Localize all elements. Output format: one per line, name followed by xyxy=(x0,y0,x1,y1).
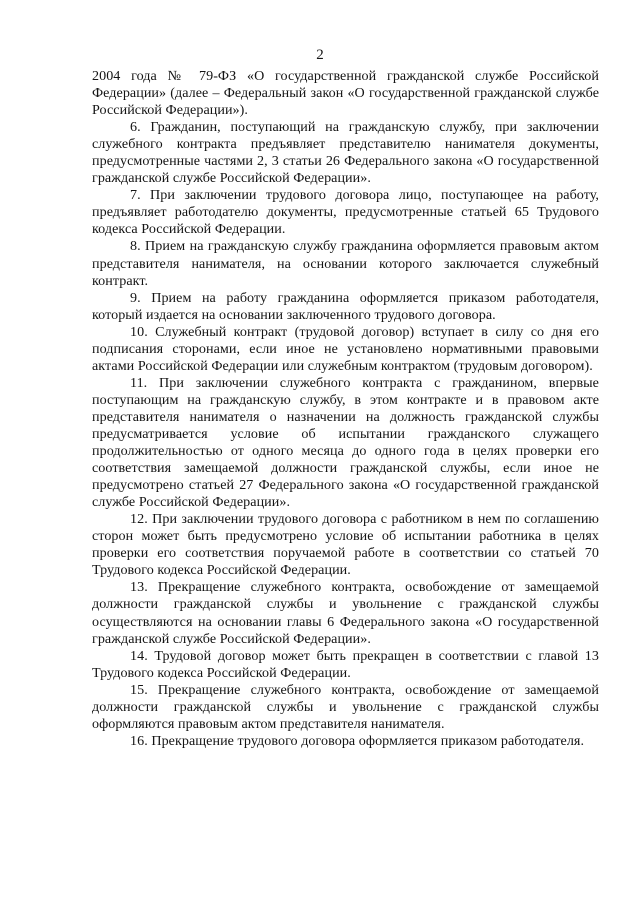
paragraph-16: 16. Прекращение трудового договора оформляется приказом работодателя. xyxy=(130,732,585,749)
paragraph-14: 14. Трудовой договор может быть прекращен в соответствии с главой 13 Трудового кодекса Российской Федерации. xyxy=(92,647,599,681)
document-body xyxy=(92,68,599,750)
paragraph-7: 7. При заключении трудового договора лицо, поступающее на работу, предъявляет работодателю документы, предусмотренные статьей 65 Трудового кодекса Российской Федерации. xyxy=(92,187,599,238)
paragraph-12: 12. При заключении трудового договора с работником в нем по соглашению сторон может быть предусмотрено условие об испытании работника в целях проверки его соответствия поручаемой работе в соответствии со статьей 70 Трудового кодекса Российской Федерации. xyxy=(92,511,599,579)
paragraph-11: 11. При заключении служебного контракта с гражданином, впервые поступающим на гражданскую службу, в этом контракте и в правовом акте представителя нанимателя о назначении на должность гражданской службы предусматривается условие об испытании гражданского служащего продолжительностью от одного месяца до одного года в целях проверки его соответствия замещаемой должности гражданской службы, если иное не предусмотрено статьей 27 Федерального закона «О государственной гражданской службе Российской Федерации». xyxy=(92,374,599,511)
paragraph-15: 15. Прекращение служебного контракта, освобождение от замещаемой должности гражданской службы и увольнение с гражданской службы оформляются правовым актом представителя нанимателя. xyxy=(92,681,599,732)
page-number: 2 xyxy=(316,47,324,63)
paragraph-10: 10. Служебный контракт (трудовой договор) вступает в силу со дня его подписания сторонами, если иное не установлено нормативными правовыми актами Российской Федерации или служебным контрактом (трудовым договором). xyxy=(92,323,599,374)
paragraph-9: 9. Прием на работу гражданина оформляется приказом работодателя, который издается на основании заключенного трудового договора. xyxy=(92,289,599,323)
paragraph-law-reference-continuation: 2004 года № 79-ФЗ «О государственной гражданской службе Российской Федерации» (далее – Федеральный закон «О государственной гражданской службе Российской Федерации»). xyxy=(92,68,599,119)
paragraph-8: 8. Прием на гражданскую службу гражданина оформляется правовым актом представителя нанимателя, на основании которого заключается служебный контракт. xyxy=(92,238,599,289)
paragraph-13: 13. Прекращение служебного контракта, освобождение от замещаемой должности гражданской службы и увольнение с гражданской службы осуществляются на основании главы 6 Федерального закона «О государственной гражданской службе Российской Федерации». xyxy=(92,579,599,647)
paragraph-6: 6. Гражданин, поступающий на гражданскую службу, при заключении служебного контракта предъявляет представителю нанимателя документы, предусмотренные частями 2, 3 статьи 26 Федерального закона «О государственной гражданской службе Российской Федерации». xyxy=(92,119,599,187)
